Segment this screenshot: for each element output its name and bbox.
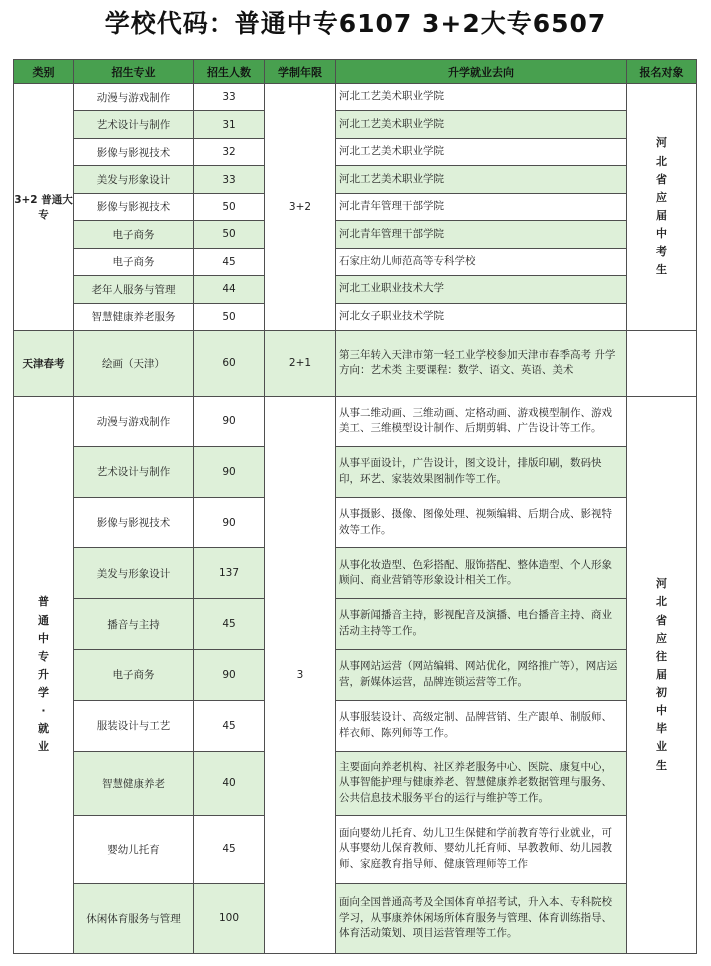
- destination-cell: 河北青年管理干部学院: [336, 193, 627, 220]
- major-cell: 艺术设计与制作: [74, 111, 194, 138]
- count-cell: 44: [194, 276, 265, 303]
- table-row: [14, 883, 697, 953]
- count-cell: 40: [194, 751, 265, 815]
- major-cell: 动漫与游戏制作: [74, 397, 194, 447]
- table-row: [14, 815, 697, 883]
- count-cell: 45: [194, 599, 265, 650]
- table-row: [14, 166, 697, 193]
- destination-cell: 主要面向养老机构、社区养老服务中心、医院、康复中心，从事智能护理与健康养老、智慧健康养老数据管理与服务、公共信息技术服务平台的运行与维护等工作。: [336, 751, 627, 815]
- count-cell: 137: [194, 548, 265, 599]
- count-cell: 45: [194, 248, 265, 275]
- major-cell: 绘画（天津）: [74, 330, 194, 396]
- major-cell: 影像与影视技术: [74, 497, 194, 548]
- major-cell: 电子商务: [74, 650, 194, 701]
- major-cell: 影像与影视技术: [74, 138, 194, 165]
- category-text: 普通中专 升学·就业: [38, 595, 49, 754]
- major-cell: 智慧健康养老: [74, 751, 194, 815]
- header-destination: 升学就业去向: [336, 60, 627, 84]
- count-cell: 32: [194, 138, 265, 165]
- table-row: [14, 248, 697, 275]
- destination-cell: 从事服装设计、高级定制、品牌营销、生产跟单、制版师、样衣师、陈列师等工作。: [336, 700, 627, 751]
- table-row: [14, 111, 697, 138]
- major-cell: 服装设计与工艺: [74, 700, 194, 751]
- destination-cell: 面向婴幼儿托育、幼儿卫生保健和学前教育等行业就业，可从事婴幼儿保育教师、婴幼儿托育师、早教教师、幼儿园教师、家庭教育指导师、健康管理师等工作: [336, 815, 627, 883]
- destination-cell: 面向全国普通高考及全国体育单招考试，升入本、专科院校学习，从事康养休闲场所体育服务与管理、体育训练指导、体育活动策划、项目运营管理等工作。: [336, 883, 627, 953]
- destination-cell: 河北工艺美术职业学院: [336, 138, 627, 165]
- table-row: [14, 650, 697, 701]
- destination-cell: 石家庄幼儿师范高等专科学校: [336, 248, 627, 275]
- category-cell: 3+2 普通大专: [14, 84, 74, 331]
- header-duration: 学制年限: [265, 60, 336, 84]
- major-cell: 美发与形象设计: [74, 548, 194, 599]
- major-cell: 婴幼儿托育: [74, 815, 194, 883]
- count-cell: 31: [194, 111, 265, 138]
- count-cell: 45: [194, 815, 265, 883]
- destination-cell: 河北工艺美术职业学院: [336, 111, 627, 138]
- header-major: 招生专业: [74, 60, 194, 84]
- count-cell: 60: [194, 330, 265, 396]
- major-cell: 电子商务: [74, 248, 194, 275]
- table-row: [14, 599, 697, 650]
- header-count: 招生人数: [194, 60, 265, 84]
- table-row: [14, 700, 697, 751]
- major-cell: 智慧健康养老服务: [74, 303, 194, 330]
- major-cell: 电子商务: [74, 221, 194, 248]
- destination-cell: 河北女子职业技术学院: [336, 303, 627, 330]
- target-cell: [627, 84, 697, 331]
- destination-cell: 河北工艺美术职业学院: [336, 84, 627, 111]
- destination-cell: 从事二维动画、三维动画、定格动画、游戏模型制作、游戏美工、三维模型设计制作、后期剪辑、广告设计等工作。: [336, 397, 627, 447]
- major-cell: 艺术设计与制作: [74, 446, 194, 497]
- page-title: 学校代码：普通中专6107 3+2大专6507: [104, 9, 607, 38]
- destination-cell: 河北工艺美术职业学院: [336, 166, 627, 193]
- count-cell: 50: [194, 303, 265, 330]
- category-cell: [14, 397, 74, 954]
- count-cell: 100: [194, 883, 265, 953]
- count-cell: 33: [194, 166, 265, 193]
- count-cell: 90: [194, 650, 265, 701]
- category-cell: 天津春考: [14, 330, 74, 396]
- table-row: [14, 138, 697, 165]
- admission-table: [13, 59, 697, 954]
- destination-cell: 从事摄影、摄像、图像处理、视频编辑、后期合成、影视特效等工作。: [336, 497, 627, 548]
- header-target: 报名对象: [627, 60, 697, 84]
- destination-cell: 从事新闻播音主持，影视配音及演播、电台播音主持、商业活动主持等工作。: [336, 599, 627, 650]
- header-category: 类别: [14, 60, 74, 84]
- target-cell: [627, 397, 697, 954]
- duration-cell: 3+2: [265, 84, 336, 331]
- major-cell: 老年人服务与管理: [74, 276, 194, 303]
- duration-cell: 3: [265, 397, 336, 954]
- target-cell-empty: [627, 330, 697, 396]
- major-cell: 休闲体育服务与管理: [74, 883, 194, 953]
- duration-cell: 2+1: [265, 330, 336, 396]
- table-row: [14, 221, 697, 248]
- table-row: [14, 303, 697, 330]
- table-row: [14, 84, 697, 111]
- table-row: [14, 446, 697, 497]
- destination-cell: 从事平面设计，广告设计，图文设计，排版印刷，数码快印，环艺、家装效果图制作等工作。: [336, 446, 627, 497]
- table-row: [14, 276, 697, 303]
- count-cell: 33: [194, 84, 265, 111]
- count-cell: 90: [194, 497, 265, 548]
- major-cell: 影像与影视技术: [74, 193, 194, 220]
- table-row: [14, 751, 697, 815]
- count-cell: 90: [194, 397, 265, 447]
- destination-cell: 河北工业职业技术大学: [336, 276, 627, 303]
- count-cell: 50: [194, 193, 265, 220]
- major-cell: 动漫与游戏制作: [74, 84, 194, 111]
- major-cell: 播音与主持: [74, 599, 194, 650]
- count-cell: 50: [194, 221, 265, 248]
- destination-cell: 从事化妆造型、色彩搭配、服饰搭配、整体造型、个人形象顾问、商业营销等形象设计相关工作。: [336, 548, 627, 599]
- destination-cell: 第三年转入天津市第一轻工业学校参加天津市春季高考 升学方向：艺术类 主要课程：数学、语文、英语、美术: [336, 330, 627, 396]
- table-row: [14, 397, 697, 447]
- count-cell: 90: [194, 446, 265, 497]
- table-row: [14, 330, 697, 396]
- table-row: [14, 548, 697, 599]
- count-cell: 45: [194, 700, 265, 751]
- target-text: 河北省应届中考生: [656, 136, 667, 277]
- major-cell: 美发与形象设计: [74, 166, 194, 193]
- destination-cell: 河北青年管理干部学院: [336, 221, 627, 248]
- table-header-row: [14, 60, 697, 84]
- target-text: 河北省应往届初中毕业生: [656, 577, 667, 772]
- table-row: [14, 193, 697, 220]
- destination-cell: 从事网站运营（网站编辑、网站优化，网络推广等），网店运营，新媒体运营，品牌连锁运营等工作。: [336, 650, 627, 701]
- table-row: [14, 497, 697, 548]
